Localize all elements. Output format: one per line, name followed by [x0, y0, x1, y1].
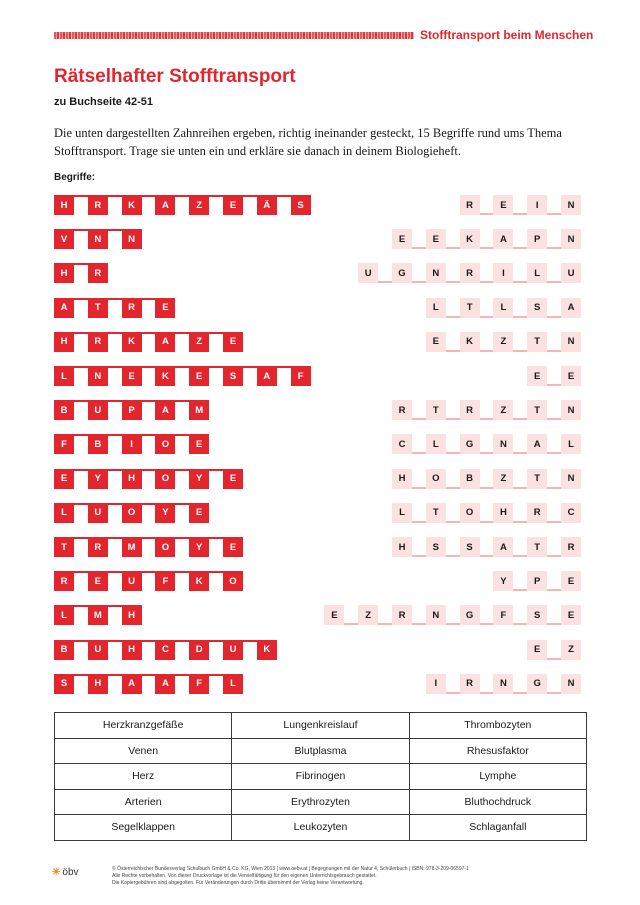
left-comb-letter: U [88, 503, 108, 523]
right-comb-letter: G [460, 434, 480, 454]
right-comb-letter: I [493, 263, 513, 283]
puzzle-row [0, 640, 640, 660]
right-comb-letter: H [392, 537, 412, 557]
right-comb-letter: R [392, 400, 412, 420]
left-comb-letter: Z [189, 332, 209, 352]
puzzle-row [0, 503, 640, 523]
left-comb-letter: E [189, 434, 209, 454]
left-comb-letter: E [223, 537, 243, 557]
left-comb-letter: R [88, 263, 108, 283]
right-comb-letter: E [392, 229, 412, 249]
logo-star-icon: ✳ [52, 867, 61, 878]
answer-cell: Leukozyten [232, 815, 409, 841]
left-comb-letter: U [88, 400, 108, 420]
right-comb-letter: R [460, 195, 480, 215]
right-comb-spine [392, 418, 581, 420]
right-comb-letter: Y [493, 571, 513, 591]
left-comb-letter: K [155, 366, 175, 386]
left-comb-letter: O [155, 469, 175, 489]
left-comb-letter: A [122, 674, 142, 694]
answer-cell: Herz [55, 764, 232, 790]
left-comb-letter: H [122, 605, 142, 625]
left-comb-letter: B [54, 400, 74, 420]
left-comb-letter: Y [189, 537, 209, 557]
left-comb-letter: K [257, 640, 277, 660]
right-comb-letter: R [392, 605, 412, 625]
answer-cell: Bluthochdruck [409, 789, 586, 815]
puzzle-row [0, 537, 640, 557]
answer-cell: Schlaganfall [409, 815, 586, 841]
logo-text: öbv [62, 867, 79, 878]
left-comb-spine [54, 674, 243, 676]
right-comb-letter: U [561, 263, 581, 283]
right-comb-letter: Z [493, 332, 513, 352]
left-comb-letter: S [223, 366, 243, 386]
right-comb-letter: U [358, 263, 378, 283]
left-comb-letter: T [54, 537, 74, 557]
left-comb-letter: L [54, 366, 74, 386]
right-comb-letter: C [561, 503, 581, 523]
puzzle-row [0, 674, 640, 694]
right-comb-letter: N [561, 229, 581, 249]
left-comb-letter: I [122, 434, 142, 454]
right-comb-letter: L [426, 434, 446, 454]
right-comb-letter: G [392, 263, 412, 283]
puzzle-row [0, 434, 640, 454]
right-comb-spine [392, 452, 581, 454]
right-comb-letter: L [426, 298, 446, 318]
right-comb-letter: F [493, 605, 513, 625]
left-comb-letter: N [88, 366, 108, 386]
right-comb-letter: L [561, 434, 581, 454]
left-comb-letter: F [155, 571, 175, 591]
left-comb-letter: B [54, 640, 74, 660]
left-comb-letter: Z [189, 195, 209, 215]
answer-row [55, 738, 587, 764]
right-comb-letter: R [460, 263, 480, 283]
left-comb-spine [54, 571, 243, 573]
left-comb-spine [54, 332, 243, 334]
right-comb-spine [392, 247, 581, 249]
right-comb-letter: T [527, 537, 547, 557]
right-comb-letter: N [493, 674, 513, 694]
left-comb-letter: O [155, 537, 175, 557]
left-comb-letter: Ä [257, 195, 277, 215]
answer-cell: Arterien [55, 789, 232, 815]
left-comb-letter: A [155, 674, 175, 694]
page-subtitle: zu Buchseite 42-51 [54, 96, 154, 108]
left-comb-spine [54, 537, 243, 539]
left-comb-letter: R [88, 195, 108, 215]
right-comb-letter: Z [493, 400, 513, 420]
left-comb-letter: K [122, 332, 142, 352]
left-comb-letter: U [122, 571, 142, 591]
right-comb-letter: R [561, 537, 581, 557]
left-comb-letter: H [122, 640, 142, 660]
puzzle-row [0, 605, 640, 625]
right-comb-spine [392, 487, 581, 489]
right-comb-letter: N [561, 469, 581, 489]
left-comb-letter: D [189, 640, 209, 660]
right-comb-letter: N [561, 674, 581, 694]
right-comb-letter: E [527, 366, 547, 386]
right-comb-letter: G [527, 674, 547, 694]
right-comb-letter: N [561, 400, 581, 420]
right-comb-letter: N [426, 263, 446, 283]
answer-cell: Segelklappen [55, 815, 232, 841]
left-comb-letter: M [122, 537, 142, 557]
left-comb-letter: N [122, 229, 142, 249]
right-comb-letter: H [493, 503, 513, 523]
left-comb-letter: H [54, 263, 74, 283]
left-comb-spine [54, 469, 243, 471]
right-comb-letter: E [561, 571, 581, 591]
left-comb-letter: O [122, 503, 142, 523]
right-comb-letter: T [460, 298, 480, 318]
right-comb-letter: E [493, 195, 513, 215]
right-comb-letter: N [493, 434, 513, 454]
left-comb-letter: N [88, 229, 108, 249]
right-comb-letter: E [426, 229, 446, 249]
answer-cell: Erythrozyten [232, 789, 409, 815]
left-comb-letter: R [88, 537, 108, 557]
footer-line: Die Kopiergebühren sind abgegolten. Für Veränderungen durch Dritte übernimmt der Verlag keine Verantwortung. [112, 880, 364, 886]
left-comb-letter: H [54, 195, 74, 215]
left-comb-letter: Y [88, 469, 108, 489]
right-comb-letter: N [561, 195, 581, 215]
right-comb-letter: S [527, 298, 547, 318]
answer-cell: Venen [55, 738, 232, 764]
right-comb-letter: I [426, 674, 446, 694]
left-comb-letter: K [122, 195, 142, 215]
right-comb-letter: Z [358, 605, 378, 625]
answer-cell: Lymphe [409, 764, 586, 790]
puzzle-row [0, 298, 640, 318]
left-comb-letter: E [122, 366, 142, 386]
right-comb-letter: E [527, 640, 547, 660]
left-comb-letter: H [122, 469, 142, 489]
left-comb-letter: U [223, 640, 243, 660]
left-comb-letter: M [88, 605, 108, 625]
right-comb-letter: N [561, 332, 581, 352]
right-comb-letter: T [426, 503, 446, 523]
left-comb-letter: R [88, 332, 108, 352]
left-comb-letter: O [155, 434, 175, 454]
left-comb-letter: Y [189, 469, 209, 489]
left-comb-letter: E [223, 332, 243, 352]
right-comb-letter: O [426, 469, 446, 489]
left-comb-letter: A [54, 298, 74, 318]
right-comb-letter: A [561, 298, 581, 318]
left-comb-letter: Y [155, 503, 175, 523]
left-comb-letter: S [291, 195, 311, 215]
answer-row [55, 764, 587, 790]
left-comb-letter: M [189, 400, 209, 420]
right-comb-letter: A [493, 537, 513, 557]
page-title: Rätselhafter Stofftransport [54, 66, 296, 87]
begriffe-label: Begriffe: [54, 172, 96, 183]
answer-cell: Lungenkreislauf [232, 713, 409, 739]
right-comb-letter: P [527, 571, 547, 591]
left-comb-letter: U [88, 640, 108, 660]
right-comb-letter: H [392, 469, 412, 489]
right-comb-letter: A [493, 229, 513, 249]
left-comb-letter: R [54, 571, 74, 591]
puzzle-row [0, 332, 640, 352]
puzzle-row [0, 366, 640, 386]
answer-cell: Fibrinogen [232, 764, 409, 790]
left-comb-letter: O [223, 571, 243, 591]
right-comb-letter: R [527, 503, 547, 523]
right-comb-letter: Z [561, 640, 581, 660]
right-comb-letter: K [460, 332, 480, 352]
right-comb-letter: S [527, 605, 547, 625]
puzzle-row [0, 469, 640, 489]
answer-table [54, 712, 587, 841]
right-comb-letter: L [527, 263, 547, 283]
left-comb-letter: V [54, 229, 74, 249]
right-comb-letter: C [392, 434, 412, 454]
right-comb-spine [392, 521, 581, 523]
right-comb-letter: T [527, 400, 547, 420]
left-comb-letter: F [291, 366, 311, 386]
footer-copyright [112, 866, 592, 887]
puzzle-row [0, 400, 640, 420]
left-comb-letter: A [155, 332, 175, 352]
left-comb-letter: E [223, 469, 243, 489]
right-comb-letter: I [527, 195, 547, 215]
left-comb-letter: B [88, 434, 108, 454]
right-comb-letter: A [527, 434, 547, 454]
right-comb-letter: E [561, 605, 581, 625]
right-comb-letter: R [460, 400, 480, 420]
answer-row [55, 713, 587, 739]
footer-line: © Österreichischer Bundesverlag Schulbuch GmbH & Co. KG, Wien 2013 | www.oebv.at | Begegnungen mit der Natur 4, Schülerbuch | ISBN: 978-3-209-06597-1 [112, 866, 469, 872]
right-comb-letter: K [460, 229, 480, 249]
puzzle-row [0, 195, 640, 215]
right-comb-letter: L [392, 503, 412, 523]
left-comb-letter: E [189, 503, 209, 523]
right-comb-letter: R [460, 674, 480, 694]
puzzle-row [0, 229, 640, 249]
left-comb-letter: E [155, 298, 175, 318]
right-comb-letter: L [493, 298, 513, 318]
answer-row [55, 815, 587, 841]
answer-row [55, 789, 587, 815]
right-comb-letter: P [527, 229, 547, 249]
left-comb-letter: S [54, 674, 74, 694]
answer-cell: Rhesusfaktor [409, 738, 586, 764]
left-comb-letter: H [54, 332, 74, 352]
left-comb-letter: A [155, 400, 175, 420]
right-comb-letter: T [527, 469, 547, 489]
right-comb-letter: G [460, 605, 480, 625]
right-comb-letter: E [324, 605, 344, 625]
right-comb-letter: B [460, 469, 480, 489]
left-comb-letter: A [257, 366, 277, 386]
answer-cell: Thrombozyten [409, 713, 586, 739]
right-comb-letter: T [527, 332, 547, 352]
left-comb-letter: F [54, 434, 74, 454]
left-comb-letter: E [54, 469, 74, 489]
right-comb-letter: Z [493, 469, 513, 489]
right-comb-letter: T [426, 400, 446, 420]
left-comb-letter: E [189, 366, 209, 386]
right-comb-letter: N [426, 605, 446, 625]
left-comb-letter: C [155, 640, 175, 660]
footer-line: Alle Rechte vorbehalten. Von dieser Druckvorlage ist die Vervielfältigung für den eigenen Unterrichtsgebrauch gestattet. [112, 873, 377, 879]
left-comb-letter: A [155, 195, 175, 215]
left-comb-letter: E [223, 195, 243, 215]
left-comb-letter: F [189, 674, 209, 694]
intro-text: Die unten dargestellten Zahnreihen ergeben, richtig ineinander gesteckt, 15 Begriffe rund ums Thema Stofftransport. Trage sie unten ein und erkläre sie danach in deinem Biologieheft. [54, 126, 562, 158]
left-comb-letter: L [223, 674, 243, 694]
answer-cell: Blutplasma [232, 738, 409, 764]
right-comb-letter: O [460, 503, 480, 523]
left-comb-letter: L [54, 605, 74, 625]
puzzle-row [0, 571, 640, 591]
left-comb-letter: L [54, 503, 74, 523]
section-title: Stofftransport beim Menschen [420, 28, 594, 42]
right-comb-letter: S [426, 537, 446, 557]
left-comb-letter: K [189, 571, 209, 591]
left-comb-letter: R [122, 298, 142, 318]
puzzle-row [0, 263, 640, 283]
right-comb-letter: S [460, 537, 480, 557]
right-comb-letter: E [426, 332, 446, 352]
left-comb-letter: H [88, 674, 108, 694]
right-comb-spine [392, 555, 581, 557]
answer-cell: Herzkranzgefäße [55, 713, 232, 739]
right-comb-letter: E [561, 366, 581, 386]
publisher-logo [52, 867, 79, 878]
left-comb-letter: T [88, 298, 108, 318]
left-comb-letter: E [88, 571, 108, 591]
left-comb-letter: P [122, 400, 142, 420]
